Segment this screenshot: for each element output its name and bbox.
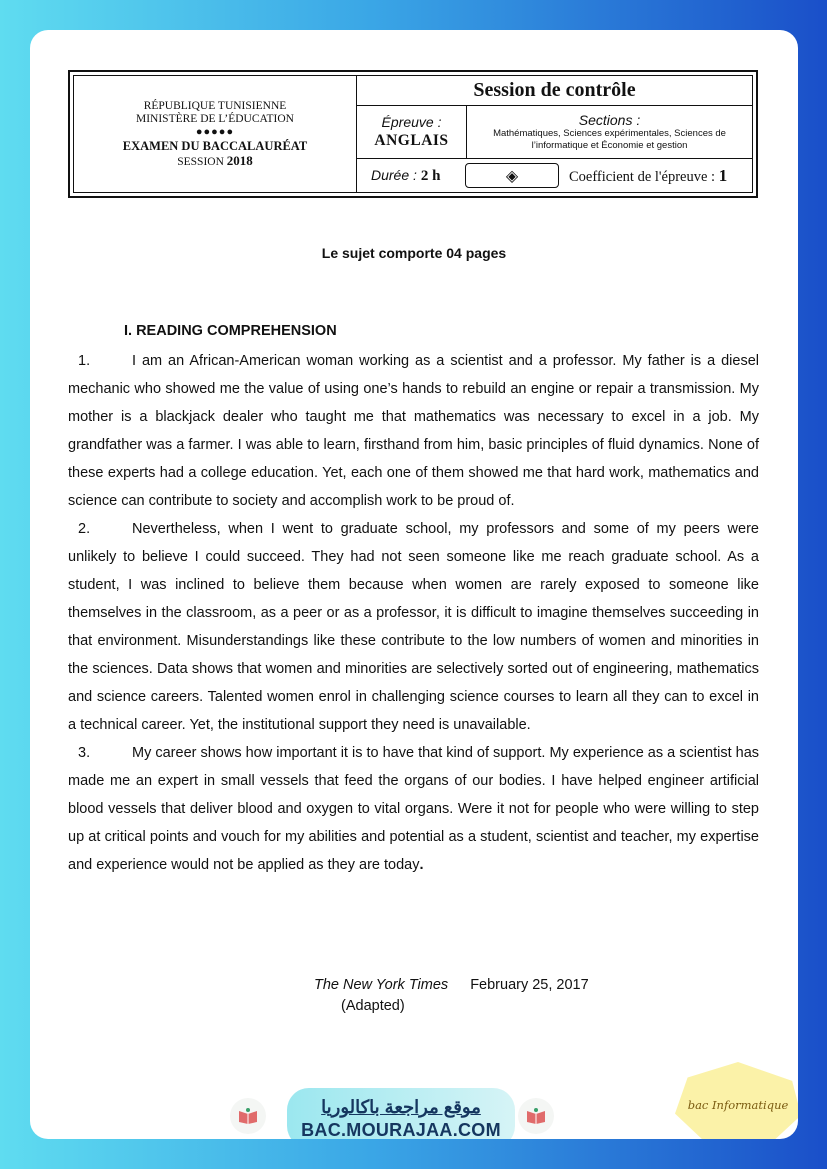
source-publication: The New York Times (314, 977, 449, 993)
session-title: Session de contrôle (357, 76, 752, 106)
source-date: February 25, 2017 (470, 977, 589, 993)
epreuve-label: Épreuve : (381, 114, 442, 130)
site-badge[interactable] (287, 1088, 515, 1139)
sections-cell (467, 106, 752, 158)
exam-label: EXAMEN DU BACCALAURÉAT (122, 138, 308, 153)
site-logo-icon (230, 1098, 266, 1134)
site-logo-icon (518, 1098, 554, 1134)
coefficient (569, 166, 727, 186)
ministry-label: MINISTÈRE DE L’ÉDUCATION (135, 112, 294, 125)
coef-value: 1 (718, 165, 728, 185)
exam-page (30, 30, 798, 1139)
session-year: 2018 (226, 152, 253, 168)
paragraph-text: Nevertheless, when I went to graduate school, my professors and some of my peers were unlikely to believe I could succeed. They had not seen someone like me reach graduate school. As a student, I was inclined to believe them because when women are rarely exposed to someone like themselves in the classroom, as a peer or as a professor, it is difficult to imagine themselves succeeding in that environment. Misunderstandings like these contribute to the low numbers of women and minorities in the sciences. Data shows that women and minorities are selectively sorted out of engineering, mathematics and science careers. Talented women enrol in challenging science courses to learn all they can to excel in a technical career. Yet, the institutional support they need is unavailable. (68, 521, 759, 733)
adapted-note: (Adapted) (341, 998, 405, 1014)
duree-value: 2 h (420, 167, 441, 184)
session-line (177, 154, 253, 169)
republic-label: RÉPUBLIQUE TUNISIENNE (143, 99, 287, 112)
paragraph-2 (68, 515, 759, 739)
bac-informatique-label: bac Informatique (687, 1098, 789, 1112)
sections-label: Sections : (578, 112, 641, 128)
paragraph-number: 2. (78, 521, 91, 537)
reading-text (68, 347, 759, 879)
diamond-icon: ◈ (465, 163, 559, 188)
epreuve-cell (357, 106, 467, 158)
paragraph-1 (68, 347, 759, 515)
paragraph-text: I am an African-American woman working as a scientist and a professor. My father is a diesel mechanic who showed me the value of using one’s hands to rebuild an engine or repair a transmission. My mother is a blackjack dealer who taught me that mathematics was necessary to excel in a job. My grandfather was a farmer. I was able to learn, firsthand from him, basic principles of fluid dynamics. None of these experts had a college education. Yet, each one of them showed me that hard work, mathematics and science can contribute to society and accomplish work to be proud of. (68, 353, 759, 509)
exam-header (68, 70, 758, 198)
paragraph-number: 1. (78, 353, 91, 369)
page-count-note: Le sujet comporte 04 pages (321, 245, 507, 261)
sections-value: Mathématiques, Sciences expérimentales, Sciences de l’informatique et Économie et gestion (493, 128, 726, 151)
dots-ornament: ●●●●● (195, 125, 235, 138)
paragraph-end: . (419, 857, 424, 873)
header-institution (74, 76, 357, 192)
coef-label: Coefficient de l'épreuve : (569, 168, 716, 185)
bac-informatique-badge (675, 1062, 798, 1139)
site-arabic-name: موقع مراجعة باكالوريا (321, 1097, 481, 1117)
source-line (314, 977, 589, 993)
section-title: I. READING COMPREHENSION (124, 323, 337, 339)
epreuve-value: ANGLAIS (374, 132, 449, 149)
duree-cell (357, 167, 465, 185)
site-url[interactable]: BAC.MOURAJAA.COM (301, 1120, 501, 1139)
duree-label: Durée : (371, 166, 417, 183)
paragraph-text: My career shows how important it is to have that kind of support. My experience as a scientist has made me an expert in small vessels that feed the organs of our bodies. I have helped engineer artificial blood vessels that deliver blood and oxygen to vital organs. Were it not for people who were willing to step up at critical points and vouch for my abilities and potential as a student, scientist and teacher, my expertise and experience would not be applied as they are today (68, 745, 760, 873)
paragraph-3 (68, 739, 759, 879)
session-label: SESSION (177, 155, 224, 168)
paragraph-number: 3. (78, 745, 91, 761)
